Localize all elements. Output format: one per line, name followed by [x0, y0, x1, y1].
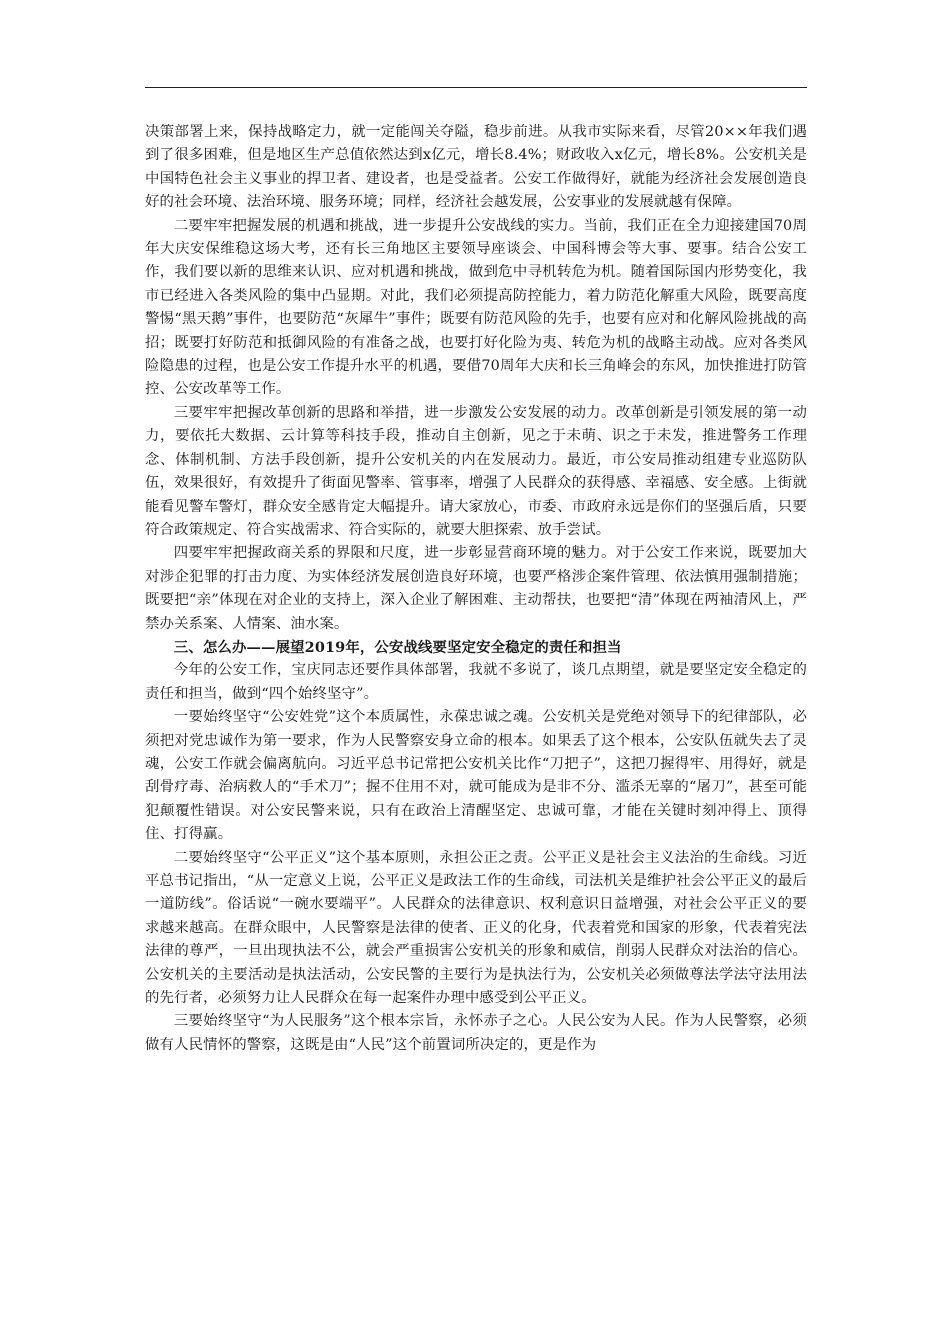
header-rule	[145, 87, 807, 88]
paragraph-loyalty: 一要始终坚守“公安姓党”这个本质属性，永葆忠诚之魂。公安机关是党绝对领导下的纪律部队，必须把对党忠诚作为第一要求，作为人民警察安身立命的根本。如果丢了这个根本，公安队伍就失去了灵魂，公安工作就会偏离航向。习近平总书记常把公安机关比作“刀把子”，这把刀握得牢、用得好，就是刮骨疗毒、治病救人的“手术刀”；握不住用不对，就可能成为是非不分、滥杀无辜的“屠刀”，甚至可能犯颠覆性错误。对公安民警来说，只有在政治上清醒坚定、忠诚可靠，才能在关键时刻冲得上、顶得住、打得赢。	[145, 709, 807, 843]
paragraph-reform-innovation: 三要牢牢把握改革创新的思路和举措，进一步激发公安发展的动力。改革创新是引领发展的第一动力，要依托大数据、云计算等科技手段，推动自主创新，见之于未萌、识之于未发，推进警务工作理念、体制机制、方法手段创新，提升公安机关的内在发展动力。最近，市公安局推动组建专业巡防队伍，效果很好，有效提升了街面见警率、管事率，增强了人民群众的获得感、幸福感、安全感。上街就能看见警车警灯，群众安全感肯定大幅提升。请大家放心，市委、市政府永远是你们的坚强后盾，只要符合政策规定、符合实战需求、符合实际的，就要大胆探索、放手尝试。	[145, 404, 807, 538]
document-body	[145, 121, 807, 1057]
paragraph-continued-intro: 决策部署上来，保持战略定力，就一定能闯关夺隘，稳步前进。从我市实际来看，尽管20××年我们遇到了很多困难，但是地区生产总值依然达到x亿元，增长8.4%；财政收入x亿元，增长8%。公安机关是中国特色社会主义事业的捍卫者、建设者，也是受益者。公安工作做得好，就能为经济社会发展创造良好的社会环境、法治环境、服务环境；同样，经济社会越发展，公安事业的发展就越有保障。	[145, 124, 807, 211]
paragraph-serve-the-people: 三要始终坚守“为人民服务”这个根本宗旨，永怀赤子之心。人民公安为人民。作为人民警察，必须做有人民情怀的警察，这既是由“人民”这个前置词所决定的，更是作为	[145, 1013, 807, 1053]
paragraph-expectations-intro: 今年的公安工作，宝庆同志还要作具体部署，我就不多说了，谈几点期望，就是要坚定安全稳定的责任和担当，做到“四个始终坚守”。	[145, 662, 807, 702]
section-heading-what-to-do: 三、怎么办——展望2019年，公安战线要坚定安全稳定的责任和担当	[173, 638, 622, 656]
paragraph-development-opportunities: 二要牢牢把握发展的机遇和挑战，进一步提升公安战线的实力。当前，我们正在全力迎接建国70周年大庆安保维稳这场大考，还有长三角地区主要领导座谈会、中国科博会等大事、要事。结合公安工作，我们要以新的思维来认识、应对机遇和挑战，做到危中寻机转危为机。随着国际国内形势变化，我市已经进入各类风险的集中凸显期。对此，我们必须提高防控能力，着力防范化解重大风险，既要高度警惕“黑天鹅”事件，也要防范“灰犀牛”事件；既要有防范风险的先手，也要有应对和化解风险挑战的高招；既要打好防范和抵御风险的有准备之战，也要打好化险为夷、转危为机的战略主动战。应对各类风险隐患的过程，也是公安工作提升水平的机遇，要借70周年大庆和长三角峰会的东风，加快推进打防管控、公安改革等工作。	[145, 217, 807, 398]
paragraph-fairness-justice: 二要始终坚守“公平正义”这个基本原则，永担公正之责。公平正义是社会主义法治的生命线。习近平总书记指出，“从一定意义上说，公平正义是政法工作的生命线，司法机关是维护社会公平正义的最后一道防线”。俗话说“一碗水要端平”。人民群众的法律意识、权利意识日益增强，对社会公平正义的要求越来越高。在群众眼中，人民警察是法律的使者、正义的化身，代表着党和国家的形象，代表着宪法法律的尊严，一旦出现执法不公，就会严重损害公安机关的形象和威信，削弱人民群众对法治的信心。公安机关的主要活动是执法活动，公安民警的主要行为是执法行为，公安机关必须做尊法学法守法用法的先行者，必须努力让人民群众在每一起案件办理中感受到公平正义。	[145, 849, 807, 1007]
paragraph-government-business-relations: 四要牢牢把握政商关系的界限和尺度，进一步彰显营商环境的魅力。对于公安工作来说，既要加大对涉企犯罪的打击力度、为实体经济发展创造良好环境，也要严格涉企案件管理、依法慎用强制措施；既要把“亲”体现在对企业的支持上，深入企业了解困难、主动帮扶，也要把“清”体现在两袖清风上，严禁办关系案、人情案、油水案。	[145, 545, 807, 632]
